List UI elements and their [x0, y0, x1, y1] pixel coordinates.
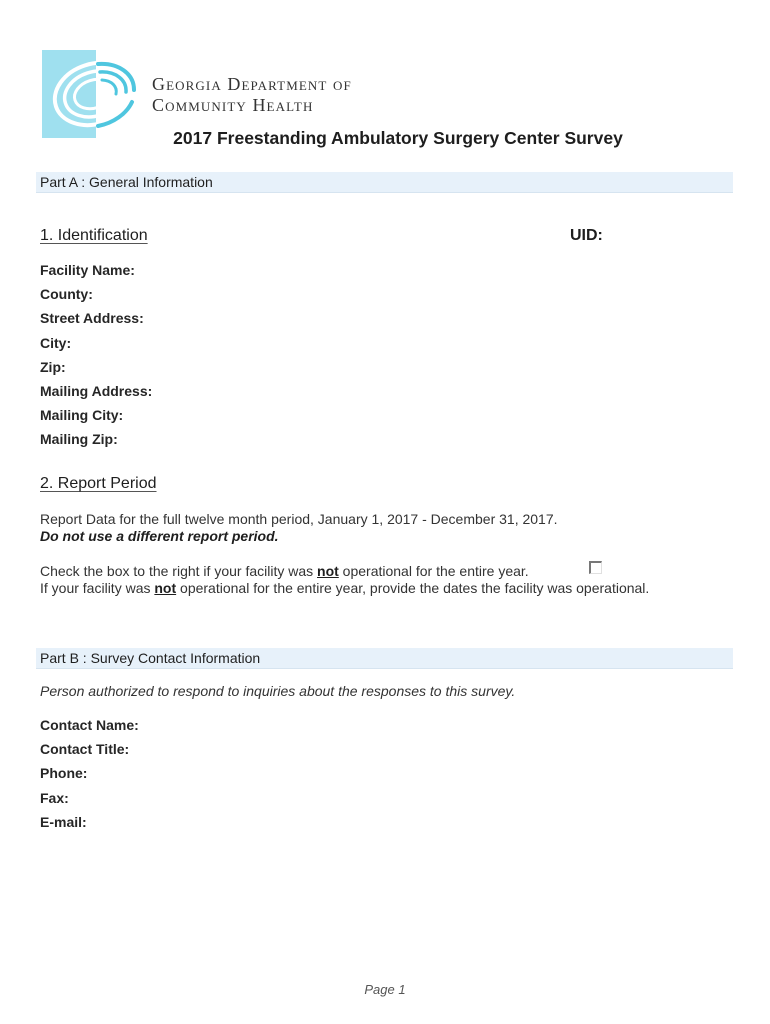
field-label-facility-name: Facility Name:: [40, 262, 135, 278]
field-label-mailing-city: Mailing City:: [40, 407, 124, 424]
field-label-phone: Phone:: [40, 765, 88, 782]
operational-dates-prefix: If your facility was: [40, 580, 155, 596]
field-label-email: E-mail:: [40, 813, 87, 830]
field-label-mailing-address: Mailing Address:: [40, 382, 153, 399]
operational-dates-instruction: [40, 580, 649, 596]
identification-heading-text: 1. Identification: [40, 227, 148, 244]
not-operational-instruction-prefix: Check the box to the right if your facility was: [40, 563, 318, 579]
field-label-city: City:: [40, 334, 72, 351]
part-b-header: [36, 648, 733, 669]
report-period-warning: Do not use a different report period.: [40, 528, 279, 544]
field-label-street-address: Street Address:: [40, 310, 144, 327]
not-operational-instruction-suffix: operational for the entire year.: [338, 563, 529, 579]
identification-field-list: [40, 262, 152, 456]
not-operational-instruction-emphasis: not: [317, 563, 339, 579]
operational-dates-emphasis: not: [154, 580, 177, 596]
document-title: 2017 Freestanding Ambulatory Surgery Center Survey: [173, 128, 623, 148]
field-label-zip: Zip:: [40, 358, 66, 375]
not-operational-instruction: [40, 563, 529, 579]
field-label-mailing-zip: Mailing Zip:: [40, 431, 118, 448]
field-label-county: County:: [40, 286, 93, 303]
field-label-contact-name: Contact Name:: [40, 717, 139, 733]
part-b-heading: Part B : Survey Contact Information: [40, 650, 261, 666]
not-operational-checkbox[interactable]: [589, 561, 602, 574]
report-period-heading: [40, 475, 157, 493]
org-name-line2: Community Health: [152, 95, 314, 115]
part-a-header: [36, 172, 733, 193]
operational-dates-suffix: operational for the entire year, provide the dates the facility was operational.: [176, 580, 650, 596]
org-name-line1: Georgia Department of: [152, 74, 352, 94]
report-period-text: Report Data for the full twelve month period, January 1, 2017 - December 31, 2017.: [40, 511, 558, 527]
field-label-contact-title: Contact Title:: [40, 741, 130, 758]
part-a-heading: Part A : General Information: [40, 174, 213, 190]
dch-logo: [42, 50, 140, 138]
dch-logo-mark: [42, 50, 140, 138]
uid-label: UID:: [570, 227, 603, 244]
page-number: Page 1: [364, 982, 406, 997]
identification-heading: [40, 227, 148, 245]
contact-field-list: [40, 717, 139, 838]
contact-note: Person authorized to respond to inquiries about the responses to this survey.: [40, 683, 516, 699]
field-label-fax: Fax:: [40, 789, 69, 806]
report-period-heading-text: 2. Report Period: [40, 475, 157, 492]
org-name: [152, 74, 352, 116]
